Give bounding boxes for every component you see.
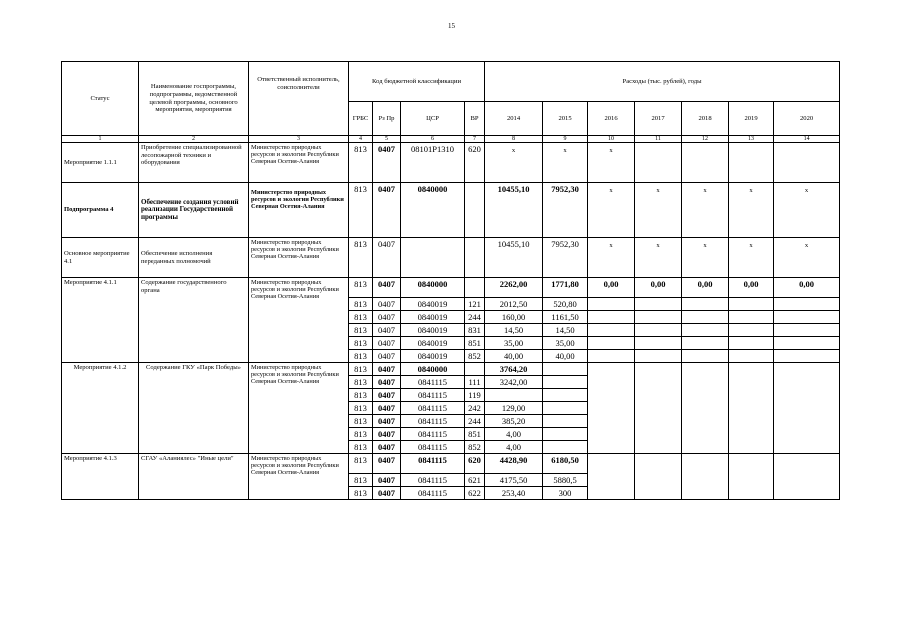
row-name: Приобретение специализированной лесопожарной техники и оборудования [139, 143, 249, 183]
header-year: 2016 [588, 102, 635, 136]
cell-csr [401, 238, 465, 278]
page-number: 15 [448, 22, 455, 30]
cell-grbs: 813 [349, 389, 373, 402]
cell-csr: 0840000 [401, 183, 465, 238]
cell-empty [774, 337, 840, 350]
cell-rzpr: 0407 [373, 454, 401, 474]
row-executor: Министерство природных ресурсов и экологии Республики Северная Осетия-Алания [249, 183, 349, 238]
cell-rzpr: 0407 [373, 350, 401, 363]
cell-empty [682, 363, 729, 454]
cell-vr: 851 [465, 428, 485, 441]
cell-rzpr: 0407 [373, 487, 401, 500]
header-rzpr: Рз Пр [373, 102, 401, 136]
table-row [62, 363, 840, 376]
cell-2016: 0,00 [588, 278, 635, 298]
cell-grbs: 813 [349, 337, 373, 350]
cell-empty [635, 298, 682, 311]
cell-empty [729, 350, 774, 363]
cell-empty [635, 324, 682, 337]
cell-2020 [774, 143, 840, 183]
row-status: Мероприятие 4.1.3 [62, 454, 139, 500]
table-row [62, 278, 840, 298]
cell-vr: 111 [465, 376, 485, 389]
cell-2014: 4,00 [485, 428, 543, 441]
cell-empty [682, 337, 729, 350]
cell-2014: 3764,20 [485, 363, 543, 376]
table-row [62, 238, 840, 278]
cell-2014: 160,00 [485, 311, 543, 324]
cell-2019: х [729, 238, 774, 278]
cell-rzpr: 0407 [373, 389, 401, 402]
cell-2018: х [682, 238, 729, 278]
col-number: 10 [588, 136, 635, 143]
col-number: 13 [729, 136, 774, 143]
cell-2015: 35,00 [543, 337, 588, 350]
cell-2015: 7952,30 [543, 238, 588, 278]
header-status: Статус [62, 62, 139, 136]
table-row [62, 183, 840, 238]
cell-2015 [543, 415, 588, 428]
cell-2014: 253,40 [485, 487, 543, 500]
cell-empty [588, 454, 635, 500]
header-year: 2018 [682, 102, 729, 136]
budget-table [61, 61, 840, 500]
cell-rzpr: 0407 [373, 238, 401, 278]
cell-2014: 14,50 [485, 324, 543, 337]
cell-2014: 129,00 [485, 402, 543, 415]
cell-empty [635, 350, 682, 363]
cell-2018: х [682, 183, 729, 238]
header-year: 2020 [774, 102, 840, 136]
cell-grbs: 813 [349, 143, 373, 183]
row-name: Обеспечение исполнения переданных полномочий [139, 238, 249, 278]
cell-empty [682, 311, 729, 324]
cell-empty [682, 298, 729, 311]
cell-vr: 852 [465, 441, 485, 454]
cell-2014: 2262,00 [485, 278, 543, 298]
cell-2015: 300 [543, 487, 588, 500]
cell-empty [588, 311, 635, 324]
header-year: 2019 [729, 102, 774, 136]
cell-vr: 244 [465, 415, 485, 428]
cell-rzpr: 0407 [373, 402, 401, 415]
cell-empty [635, 311, 682, 324]
cell-2015 [543, 389, 588, 402]
cell-2019: 0,00 [729, 278, 774, 298]
table-row [62, 454, 840, 474]
row-name: Обеспечение создания условий реализации Государственной программы [139, 183, 249, 238]
cell-empty [588, 324, 635, 337]
cell-2015: 5880,5 [543, 474, 588, 487]
cell-csr: 0840019 [401, 311, 465, 324]
cell-2020: 0,00 [774, 278, 840, 298]
cell-empty [588, 337, 635, 350]
cell-empty [774, 324, 840, 337]
row-name: Содержание ГКУ «Парк Победы» [139, 363, 249, 454]
cell-2014: 4,00 [485, 441, 543, 454]
cell-vr [465, 183, 485, 238]
cell-rzpr: 0407 [373, 324, 401, 337]
header-grbs: ГРБС [349, 102, 373, 136]
cell-grbs: 813 [349, 311, 373, 324]
cell-grbs: 813 [349, 441, 373, 454]
cell-empty [588, 350, 635, 363]
cell-2015: 1161,50 [543, 311, 588, 324]
cell-grbs: 813 [349, 415, 373, 428]
cell-2014: 3242,00 [485, 376, 543, 389]
cell-rzpr: 0407 [373, 143, 401, 183]
cell-rzpr: 0407 [373, 337, 401, 350]
cell-vr: 621 [465, 474, 485, 487]
header-vr: ВР [465, 102, 485, 136]
cell-2014: х [485, 143, 543, 183]
table-row [62, 143, 840, 183]
cell-csr: 0841115 [401, 441, 465, 454]
cell-empty [774, 350, 840, 363]
cell-vr: 620 [465, 454, 485, 474]
cell-vr [465, 238, 485, 278]
row-executor: Министерство природных ресурсов и экологии Республики Северная Осетия-Алания [249, 278, 349, 363]
cell-2014: 35,00 [485, 337, 543, 350]
cell-grbs: 813 [349, 402, 373, 415]
cell-empty [682, 324, 729, 337]
cell-empty [729, 454, 774, 500]
col-number: 8 [485, 136, 543, 143]
cell-empty [588, 363, 635, 454]
row-name: СГАУ «Аланиялес» "Иные цели" [139, 454, 249, 500]
cell-empty [729, 324, 774, 337]
col-number: 12 [682, 136, 729, 143]
cell-2016: х [588, 238, 635, 278]
header-csr: ЦСР [401, 102, 465, 136]
cell-2015: 14,50 [543, 324, 588, 337]
row-status: Мероприятие 4.1.1 [62, 278, 139, 363]
row-status: Мероприятие 4.1.2 [62, 363, 139, 454]
row-executor: Министерство природных ресурсов и экологии Республики Северная Осетия-Алания [249, 454, 349, 500]
cell-grbs: 813 [349, 376, 373, 389]
cell-2014: 2012,50 [485, 298, 543, 311]
column-numbers-row [62, 136, 840, 143]
cell-empty [774, 298, 840, 311]
cell-grbs: 813 [349, 350, 373, 363]
cell-2014: 10455,10 [485, 238, 543, 278]
cell-2017: х [635, 238, 682, 278]
col-number: 5 [373, 136, 401, 143]
cell-vr: 121 [465, 298, 485, 311]
cell-csr: 0841115 [401, 402, 465, 415]
cell-2020: х [774, 183, 840, 238]
cell-2017: 0,00 [635, 278, 682, 298]
cell-empty [729, 337, 774, 350]
cell-empty [635, 454, 682, 500]
cell-vr: 244 [465, 311, 485, 324]
cell-csr: 0840019 [401, 324, 465, 337]
cell-empty [588, 298, 635, 311]
col-number: 1 [62, 136, 139, 143]
cell-vr [465, 363, 485, 376]
cell-2015: 6180,50 [543, 454, 588, 474]
cell-2014: 40,00 [485, 350, 543, 363]
col-number: 2 [139, 136, 249, 143]
col-number: 11 [635, 136, 682, 143]
cell-rzpr: 0407 [373, 183, 401, 238]
row-name: Содержание государственного органа [139, 278, 249, 363]
cell-2019: х [729, 183, 774, 238]
cell-grbs: 813 [349, 487, 373, 500]
cell-vr: 620 [465, 143, 485, 183]
cell-vr: 831 [465, 324, 485, 337]
cell-rzpr: 0407 [373, 278, 401, 298]
cell-csr: 0841115 [401, 454, 465, 474]
col-number: 9 [543, 136, 588, 143]
row-executor: Министерство природных ресурсов и экологии Республики Северная Осетия-Алания [249, 143, 349, 183]
cell-vr: 851 [465, 337, 485, 350]
header-year: 2015 [543, 102, 588, 136]
header-executor: Ответственный исполнитель, соисполнители [249, 62, 349, 136]
header-budget-code: Код бюджетной классификации [349, 62, 485, 102]
header-row-1 [62, 62, 840, 102]
cell-2015 [543, 428, 588, 441]
cell-grbs: 813 [349, 363, 373, 376]
cell-empty [774, 311, 840, 324]
row-status: Мероприятие 1.1.1 [62, 143, 139, 183]
cell-rzpr: 0407 [373, 298, 401, 311]
cell-rzpr: 0407 [373, 363, 401, 376]
cell-csr: 0840019 [401, 298, 465, 311]
cell-2017 [635, 143, 682, 183]
cell-vr: 242 [465, 402, 485, 415]
col-number: 4 [349, 136, 373, 143]
cell-grbs: 813 [349, 238, 373, 278]
cell-2014 [485, 389, 543, 402]
cell-empty [729, 363, 774, 454]
cell-vr: 119 [465, 389, 485, 402]
row-executor: Министерство природных ресурсов и экологии Республики Северная Осетия-Алания [249, 363, 349, 454]
cell-csr: 0841115 [401, 415, 465, 428]
row-executor: Министерство природных ресурсов и экологии Республики Северная Осетия-Алания [249, 238, 349, 278]
cell-empty [774, 454, 840, 500]
col-number: 7 [465, 136, 485, 143]
col-number: 6 [401, 136, 465, 143]
cell-csr: 0841115 [401, 376, 465, 389]
cell-2016: х [588, 183, 635, 238]
cell-vr: 852 [465, 350, 485, 363]
cell-csr: 0840000 [401, 363, 465, 376]
header-name: Наименование госпрограммы, подпрограммы, ведомственной целевой программы, основного мероприятия, мероприятия [139, 62, 249, 136]
cell-2015: 520,80 [543, 298, 588, 311]
cell-csr: 0841115 [401, 389, 465, 402]
cell-grbs: 813 [349, 454, 373, 474]
cell-rzpr: 0407 [373, 428, 401, 441]
cell-empty [682, 454, 729, 500]
cell-empty [635, 363, 682, 454]
cell-csr: 0840019 [401, 350, 465, 363]
cell-2019 [729, 143, 774, 183]
col-number: 14 [774, 136, 840, 143]
cell-2015: 1771,80 [543, 278, 588, 298]
header-year: 2017 [635, 102, 682, 136]
cell-rzpr: 0407 [373, 474, 401, 487]
cell-empty [682, 350, 729, 363]
cell-grbs: 813 [349, 298, 373, 311]
cell-csr: 0841115 [401, 487, 465, 500]
cell-vr [465, 278, 485, 298]
row-status: Основное мероприятие 4.1 [62, 238, 139, 278]
cell-2015: 40,00 [543, 350, 588, 363]
cell-2017: х [635, 183, 682, 238]
cell-csr: 0841115 [401, 428, 465, 441]
cell-2016: х [588, 143, 635, 183]
cell-2020: х [774, 238, 840, 278]
cell-2015 [543, 441, 588, 454]
cell-rzpr: 0407 [373, 376, 401, 389]
cell-csr: 0840019 [401, 337, 465, 350]
cell-empty [635, 337, 682, 350]
cell-2014: 4428,90 [485, 454, 543, 474]
cell-empty [774, 363, 840, 454]
cell-grbs: 813 [349, 428, 373, 441]
cell-csr: 0840000 [401, 278, 465, 298]
cell-grbs: 813 [349, 278, 373, 298]
cell-2015 [543, 376, 588, 389]
cell-2015 [543, 363, 588, 376]
header-expenses: Расходы (тыс. рублей), годы [485, 62, 840, 102]
cell-2018 [682, 143, 729, 183]
cell-2015 [543, 402, 588, 415]
cell-empty [729, 298, 774, 311]
cell-rzpr: 0407 [373, 415, 401, 428]
cell-empty [729, 311, 774, 324]
cell-2015: х [543, 143, 588, 183]
cell-rzpr: 0407 [373, 441, 401, 454]
cell-grbs: 813 [349, 324, 373, 337]
cell-rzpr: 0407 [373, 311, 401, 324]
cell-2014: 10455,10 [485, 183, 543, 238]
cell-grbs: 813 [349, 474, 373, 487]
cell-2015: 7952,30 [543, 183, 588, 238]
cell-2018: 0,00 [682, 278, 729, 298]
header-year: 2014 [485, 102, 543, 136]
col-number: 3 [249, 136, 349, 143]
cell-vr: 622 [465, 487, 485, 500]
cell-2014: 385,20 [485, 415, 543, 428]
cell-grbs: 813 [349, 183, 373, 238]
cell-csr: 0841115 [401, 474, 465, 487]
row-status: Подпрограмма 4 [62, 183, 139, 238]
cell-csr: 08101Р1310 [401, 143, 465, 183]
cell-2014: 4175,50 [485, 474, 543, 487]
